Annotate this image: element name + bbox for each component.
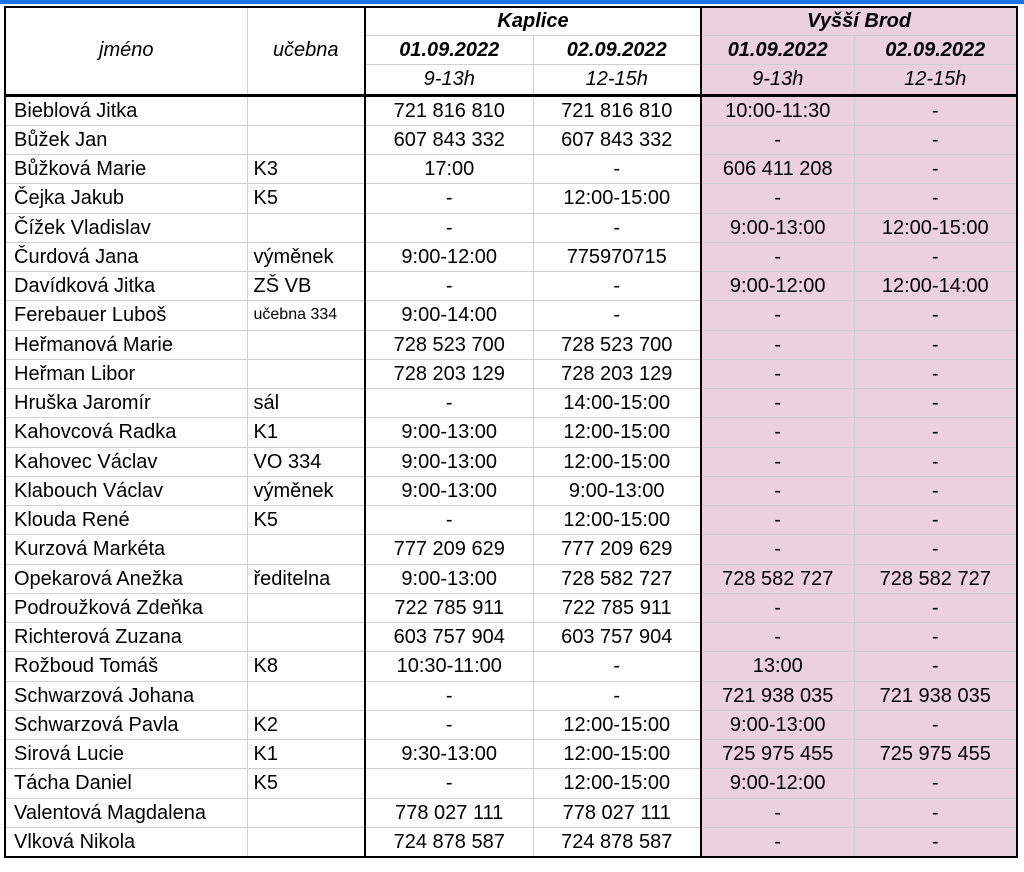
cell-name[interactable]: Valentová Magdalena (5, 798, 247, 827)
cell-name[interactable]: Opekarová Anežka (5, 564, 247, 593)
cell-room[interactable]: K1 (247, 418, 365, 447)
cell-kaplice-day2[interactable]: 721 816 810 (533, 95, 701, 125)
cell-room[interactable]: K5 (247, 769, 365, 798)
table-row (5, 272, 1017, 301)
cell-vyssi-brod-day1[interactable]: - (701, 330, 854, 359)
cell-kaplice-day1[interactable]: 778 027 111 (365, 798, 533, 827)
cell-room[interactable]: K3 (247, 155, 365, 184)
cell-kaplice-day1[interactable]: 9:00-13:00 (365, 418, 533, 447)
cell-kaplice-day1[interactable]: - (365, 710, 533, 739)
cell-kaplice-day2[interactable]: - (533, 272, 701, 301)
cell-name[interactable]: Schwarzová Johana (5, 681, 247, 710)
cell-kaplice-day2[interactable]: - (533, 155, 701, 184)
cell-room[interactable]: učebna 334 (247, 301, 365, 330)
cell-kaplice-day1[interactable]: 603 757 904 (365, 623, 533, 652)
cell-room[interactable] (247, 125, 365, 154)
table-row (5, 827, 1017, 857)
table-row (5, 681, 1017, 710)
table-row (5, 798, 1017, 827)
cell-room[interactable] (247, 827, 365, 857)
cell-vyssi-brod-day2[interactable]: - (854, 623, 1017, 652)
cell-vyssi-brod-day1[interactable]: - (701, 798, 854, 827)
cell-name[interactable]: Čurdová Jana (5, 242, 247, 271)
cell-vyssi-brod-day2[interactable]: - (854, 242, 1017, 271)
table-row (5, 769, 1017, 798)
cell-vyssi-brod-day2[interactable]: 721 938 035 (854, 681, 1017, 710)
cell-name[interactable]: Kurzová Markéta (5, 535, 247, 564)
cell-kaplice-day1[interactable]: 17:00 (365, 155, 533, 184)
header-location-vyssi-brod[interactable]: Vyšší Brod (701, 7, 1017, 36)
header-time[interactable]: 12-15h (854, 65, 1017, 95)
cell-vyssi-brod-day2[interactable]: - (854, 652, 1017, 681)
cell-vyssi-brod-day1[interactable]: - (701, 623, 854, 652)
cell-vyssi-brod-day2[interactable]: - (854, 827, 1017, 857)
cell-kaplice-day2[interactable]: - (533, 301, 701, 330)
cell-room[interactable]: K5 (247, 184, 365, 213)
cell-kaplice-day2[interactable]: 607 843 332 (533, 125, 701, 154)
cell-room[interactable]: výměnek (247, 476, 365, 505)
cell-vyssi-brod-day2[interactable]: - (854, 389, 1017, 418)
cell-vyssi-brod-day1[interactable]: 9:00-13:00 (701, 710, 854, 739)
cell-vyssi-brod-day2[interactable]: - (854, 447, 1017, 476)
cell-room[interactable] (247, 95, 365, 125)
cell-room[interactable]: K1 (247, 740, 365, 769)
table-row (5, 506, 1017, 535)
cell-name[interactable]: Rožboud Tomáš (5, 652, 247, 681)
cell-vyssi-brod-day1[interactable]: 9:00-12:00 (701, 769, 854, 798)
cell-name[interactable]: Richterová Zuzana (5, 623, 247, 652)
cell-kaplice-day2[interactable]: - (533, 652, 701, 681)
cell-kaplice-day2[interactable]: 778 027 111 (533, 798, 701, 827)
cell-kaplice-day1[interactable]: 722 785 911 (365, 593, 533, 622)
cell-kaplice-day2[interactable]: 12:00-15:00 (533, 447, 701, 476)
table-row (5, 447, 1017, 476)
header-date[interactable]: 02.09.2022 (854, 36, 1017, 65)
cell-kaplice-day2[interactable]: - (533, 213, 701, 242)
table-row (5, 125, 1017, 154)
cell-vyssi-brod-day2[interactable]: - (854, 769, 1017, 798)
cell-vyssi-brod-day1[interactable]: - (701, 359, 854, 388)
selection-bar (0, 0, 1024, 4)
cell-room[interactable]: sál (247, 389, 365, 418)
cell-room[interactable] (247, 535, 365, 564)
cell-vyssi-brod-day2[interactable]: - (854, 535, 1017, 564)
cell-kaplice-day2[interactable]: 12:00-15:00 (533, 184, 701, 213)
cell-kaplice-day1[interactable]: 9:00-13:00 (365, 476, 533, 505)
schedule-table (4, 6, 1018, 858)
table-row (5, 535, 1017, 564)
cell-kaplice-day2[interactable]: 14:00-15:00 (533, 389, 701, 418)
cell-room[interactable]: ředitelna (247, 564, 365, 593)
cell-vyssi-brod-day1[interactable]: - (701, 535, 854, 564)
cell-kaplice-day1[interactable]: - (365, 272, 533, 301)
cell-room[interactable] (247, 593, 365, 622)
table-row (5, 359, 1017, 388)
cell-kaplice-day1[interactable]: 777 209 629 (365, 535, 533, 564)
header-time[interactable]: 12-15h (533, 65, 701, 95)
table-row (5, 710, 1017, 739)
cell-vyssi-brod-day1[interactable]: - (701, 389, 854, 418)
table-row (5, 242, 1017, 271)
table-body (5, 95, 1017, 857)
cell-kaplice-day2[interactable]: 728 203 129 (533, 359, 701, 388)
cell-vyssi-brod-day1[interactable]: - (701, 242, 854, 271)
cell-kaplice-day2[interactable]: 9:00-13:00 (533, 476, 701, 505)
cell-name[interactable]: Vlková Nikola (5, 827, 247, 857)
table-row (5, 593, 1017, 622)
cell-vyssi-brod-day2[interactable]: - (854, 476, 1017, 505)
table-row (5, 740, 1017, 769)
table-row (5, 213, 1017, 242)
cell-vyssi-brod-day2[interactable]: 12:00-14:00 (854, 272, 1017, 301)
cell-kaplice-day2[interactable]: 775970715 (533, 242, 701, 271)
cell-name[interactable]: Bůžková Marie (5, 155, 247, 184)
cell-name[interactable]: Klouda René (5, 506, 247, 535)
cell-room[interactable] (247, 359, 365, 388)
cell-room[interactable]: ZŠ VB (247, 272, 365, 301)
table-row (5, 389, 1017, 418)
cell-kaplice-day2[interactable]: 12:00-15:00 (533, 418, 701, 447)
cell-name[interactable]: Podroužková Zdeňka (5, 593, 247, 622)
cell-name[interactable]: Heřman Libor (5, 359, 247, 388)
cell-vyssi-brod-day1[interactable]: 10:00-11:30 (701, 95, 854, 125)
cell-kaplice-day2[interactable]: 777 209 629 (533, 535, 701, 564)
table-row (5, 623, 1017, 652)
cell-vyssi-brod-day2[interactable]: - (854, 593, 1017, 622)
cell-vyssi-brod-day1[interactable]: - (701, 506, 854, 535)
cell-room[interactable] (247, 213, 365, 242)
table-row (5, 564, 1017, 593)
header-location-kaplice[interactable]: Kaplice (365, 7, 701, 36)
cell-name[interactable]: Bůžek Jan (5, 125, 247, 154)
cell-vyssi-brod-day2[interactable]: - (854, 359, 1017, 388)
table-row (5, 301, 1017, 330)
header-time[interactable]: 9-13h (701, 65, 854, 95)
cell-kaplice-day1[interactable]: 9:00-14:00 (365, 301, 533, 330)
table-row (5, 155, 1017, 184)
cell-vyssi-brod-day2[interactable]: 725 975 455 (854, 740, 1017, 769)
table-header (5, 7, 1017, 95)
cell-vyssi-brod-day2[interactable]: - (854, 155, 1017, 184)
cell-kaplice-day2[interactable]: 12:00-15:00 (533, 506, 701, 535)
table-row (5, 418, 1017, 447)
cell-vyssi-brod-day2[interactable]: - (854, 301, 1017, 330)
cell-room[interactable] (247, 798, 365, 827)
cell-vyssi-brod-day1[interactable]: 728 582 727 (701, 564, 854, 593)
table-row (5, 476, 1017, 505)
table-row (5, 652, 1017, 681)
cell-name[interactable]: Čížek Vladislav (5, 213, 247, 242)
cell-kaplice-day1[interactable]: 607 843 332 (365, 125, 533, 154)
cell-room[interactable]: K5 (247, 506, 365, 535)
cell-name[interactable]: Ferebauer Luboš (5, 301, 247, 330)
cell-kaplice-day1[interactable]: 9:00-12:00 (365, 242, 533, 271)
cell-kaplice-day1[interactable]: - (365, 213, 533, 242)
cell-vyssi-brod-day2[interactable]: - (854, 506, 1017, 535)
cell-vyssi-brod-day2[interactable]: - (854, 798, 1017, 827)
cell-name[interactable]: Davídková Jitka (5, 272, 247, 301)
cell-vyssi-brod-day1[interactable]: - (701, 301, 854, 330)
header-time[interactable]: 9-13h (365, 65, 533, 95)
table-row (5, 95, 1017, 125)
cell-kaplice-day2[interactable]: 12:00-15:00 (533, 710, 701, 739)
cell-room[interactable] (247, 681, 365, 710)
cell-vyssi-brod-day2[interactable]: - (854, 95, 1017, 125)
cell-vyssi-brod-day1[interactable]: 721 938 035 (701, 681, 854, 710)
cell-kaplice-day1[interactable]: - (365, 681, 533, 710)
cell-kaplice-day1[interactable]: 728 523 700 (365, 330, 533, 359)
cell-kaplice-day2[interactable]: 724 878 587 (533, 827, 701, 857)
cell-vyssi-brod-day2[interactable]: - (854, 330, 1017, 359)
table-row (5, 184, 1017, 213)
table-row (5, 330, 1017, 359)
header-date[interactable]: 02.09.2022 (533, 36, 701, 65)
cell-vyssi-brod-day1[interactable]: - (701, 418, 854, 447)
cell-kaplice-day1[interactable]: - (365, 506, 533, 535)
cell-room[interactable] (247, 623, 365, 652)
cell-vyssi-brod-day1[interactable]: - (701, 447, 854, 476)
cell-room[interactable]: výměnek (247, 242, 365, 271)
cell-vyssi-brod-day2[interactable]: 12:00-15:00 (854, 213, 1017, 242)
cell-kaplice-day1[interactable]: 9:00-13:00 (365, 447, 533, 476)
cell-name[interactable]: Kahovec Václav (5, 447, 247, 476)
cell-room[interactable]: K8 (247, 652, 365, 681)
cell-vyssi-brod-day2[interactable]: - (854, 418, 1017, 447)
cell-name[interactable]: Čejka Jakub (5, 184, 247, 213)
cell-vyssi-brod-day1[interactable]: 725 975 455 (701, 740, 854, 769)
cell-vyssi-brod-day1[interactable]: 9:00-12:00 (701, 272, 854, 301)
cell-kaplice-day1[interactable]: 721 816 810 (365, 95, 533, 125)
cell-name[interactable]: Kahovcová Radka (5, 418, 247, 447)
cell-vyssi-brod-day1[interactable]: 13:00 (701, 652, 854, 681)
cell-kaplice-day2[interactable]: 603 757 904 (533, 623, 701, 652)
cell-vyssi-brod-day1[interactable]: 9:00-13:00 (701, 213, 854, 242)
cell-vyssi-brod-day1[interactable]: - (701, 593, 854, 622)
cell-name[interactable]: Schwarzová Pavla (5, 710, 247, 739)
cell-name[interactable]: Sirová Lucie (5, 740, 247, 769)
cell-room[interactable] (247, 330, 365, 359)
header-room[interactable]: učebna (247, 7, 365, 95)
cell-kaplice-day1[interactable]: 728 203 129 (365, 359, 533, 388)
cell-name[interactable]: Hruška Jaromír (5, 389, 247, 418)
cell-vyssi-brod-day1[interactable]: 606 411 208 (701, 155, 854, 184)
cell-kaplice-day1[interactable]: - (365, 769, 533, 798)
cell-room[interactable]: VO 334 (247, 447, 365, 476)
cell-kaplice-day1[interactable]: - (365, 389, 533, 418)
cell-vyssi-brod-day1[interactable]: - (701, 827, 854, 857)
cell-kaplice-day2[interactable]: 722 785 911 (533, 593, 701, 622)
cell-vyssi-brod-day1[interactable]: - (701, 125, 854, 154)
header-date[interactable]: 01.09.2022 (365, 36, 533, 65)
cell-vyssi-brod-day1[interactable]: - (701, 184, 854, 213)
cell-kaplice-day1[interactable]: 9:00-13:00 (365, 564, 533, 593)
cell-vyssi-brod-day2[interactable]: - (854, 125, 1017, 154)
cell-kaplice-day2[interactable]: - (533, 681, 701, 710)
cell-name[interactable]: Bieblová Jitka (5, 95, 247, 125)
cell-kaplice-day1[interactable]: 9:30-13:00 (365, 740, 533, 769)
cell-room[interactable]: K2 (247, 710, 365, 739)
cell-kaplice-day1[interactable]: 10:30-11:00 (365, 652, 533, 681)
cell-name[interactable]: Tácha Daniel (5, 769, 247, 798)
cell-name[interactable]: Klabouch Václav (5, 476, 247, 505)
cell-kaplice-day1[interactable]: - (365, 184, 533, 213)
cell-kaplice-day2[interactable]: 728 523 700 (533, 330, 701, 359)
cell-vyssi-brod-day2[interactable]: - (854, 710, 1017, 739)
cell-kaplice-day2[interactable]: 12:00-15:00 (533, 740, 701, 769)
cell-vyssi-brod-day2[interactable]: - (854, 184, 1017, 213)
cell-kaplice-day1[interactable]: 724 878 587 (365, 827, 533, 857)
cell-kaplice-day2[interactable]: 12:00-15:00 (533, 769, 701, 798)
cell-kaplice-day2[interactable]: 728 582 727 (533, 564, 701, 593)
cell-vyssi-brod-day2[interactable]: 728 582 727 (854, 564, 1017, 593)
cell-name[interactable]: Heřmanová Marie (5, 330, 247, 359)
cell-vyssi-brod-day1[interactable]: - (701, 476, 854, 505)
header-date[interactable]: 01.09.2022 (701, 36, 854, 65)
header-name[interactable]: jméno (5, 7, 247, 95)
